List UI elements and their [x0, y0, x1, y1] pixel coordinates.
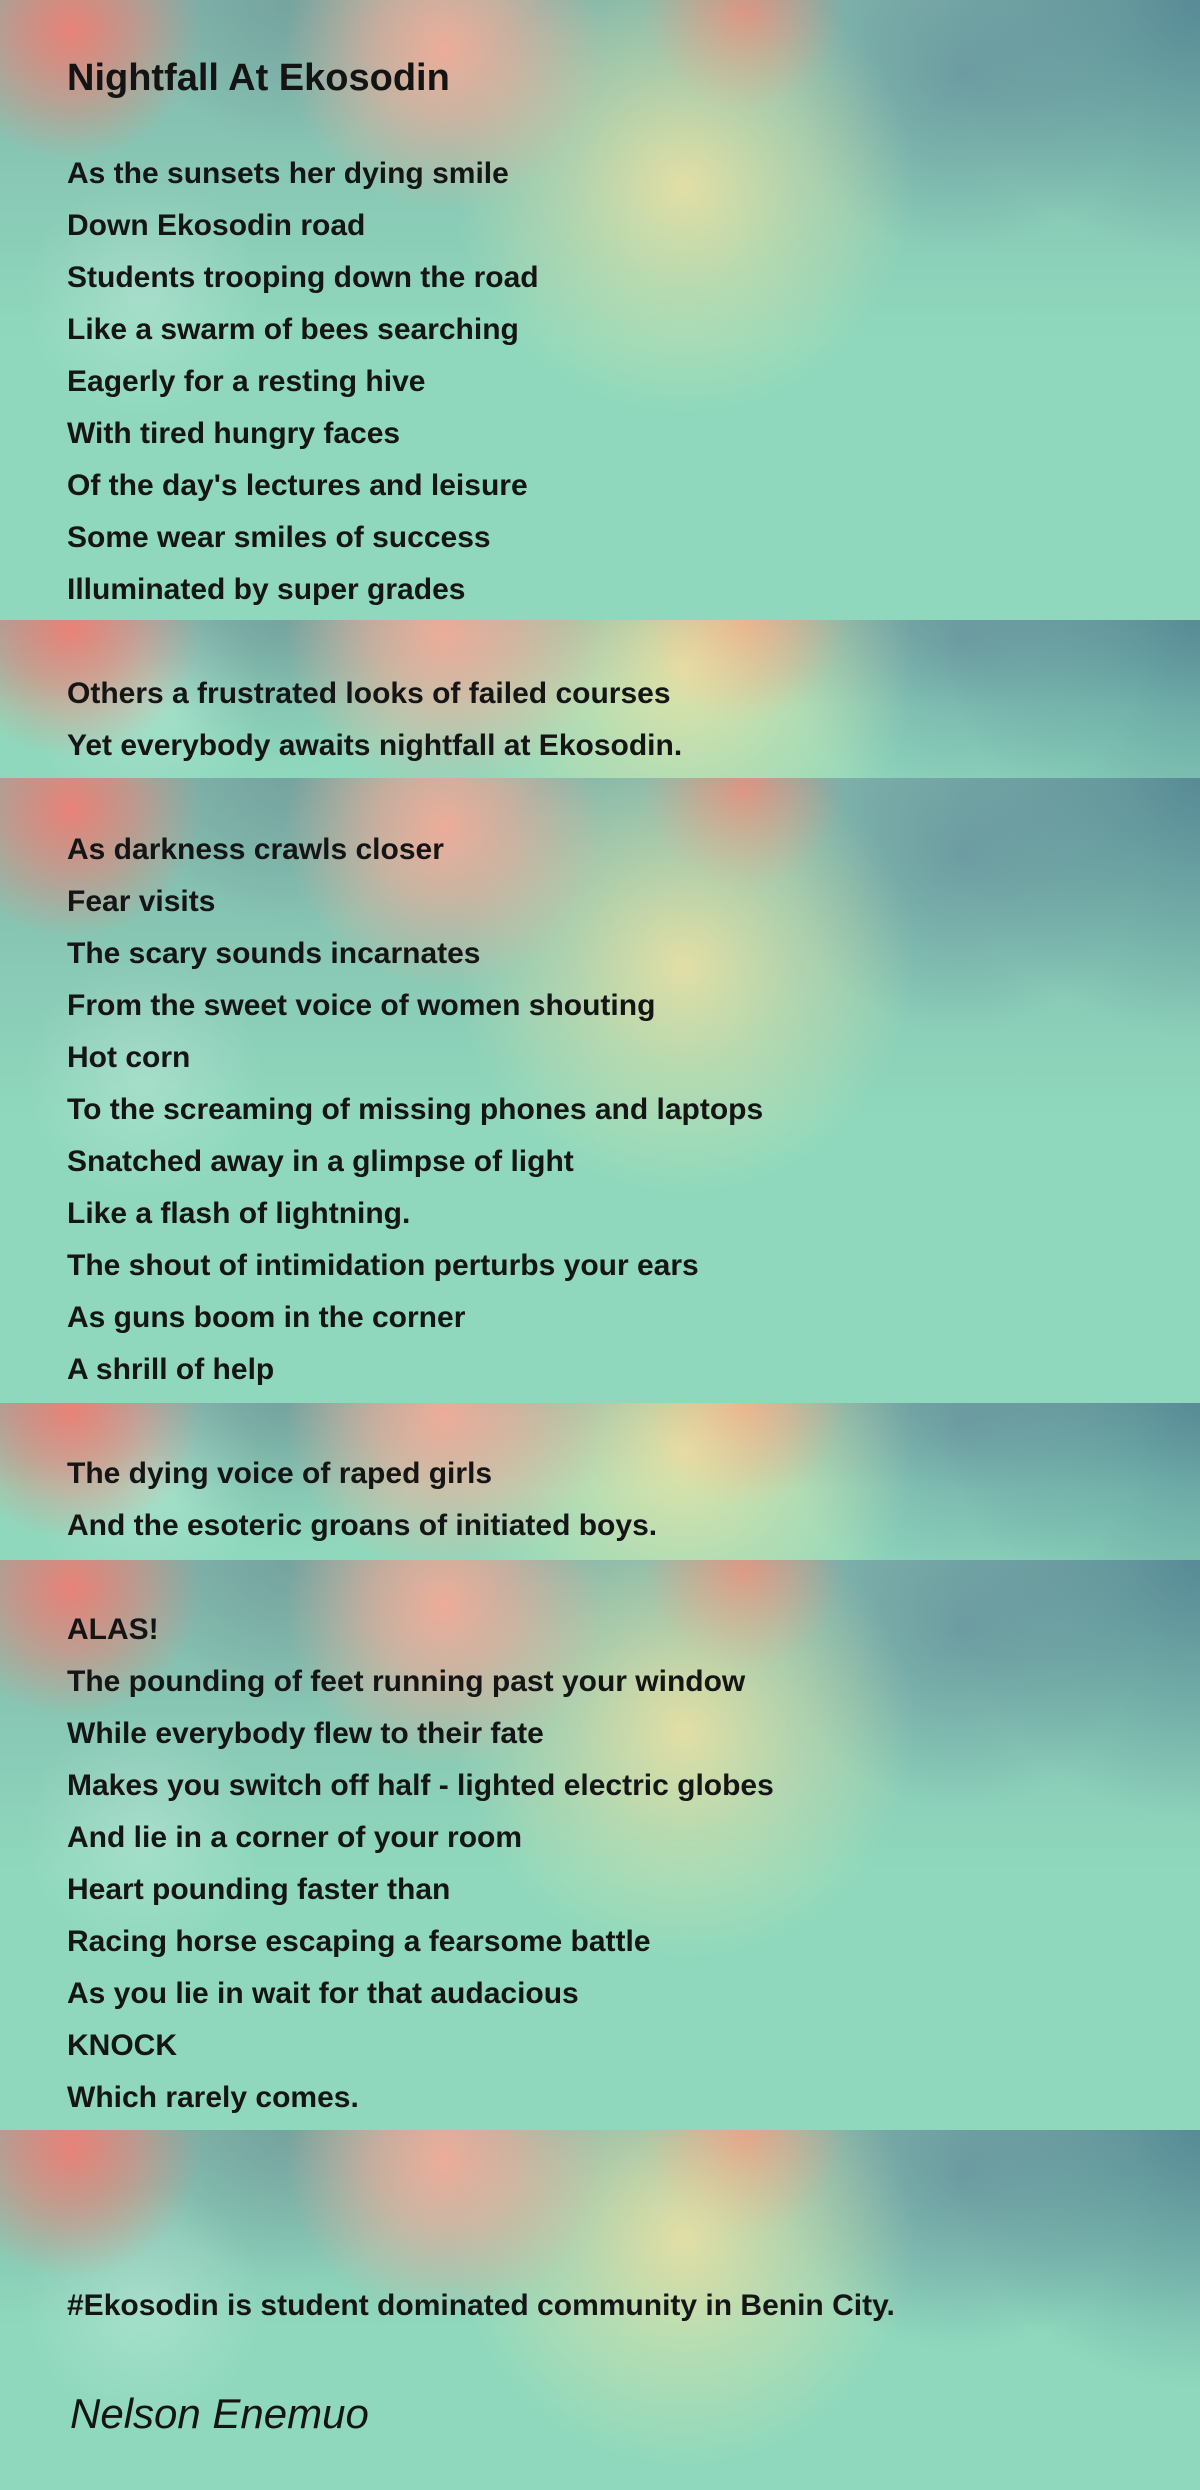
stanza-1	[67, 148, 539, 616]
poem-line: From the sweet voice of women shouting	[67, 989, 656, 1022]
poem-line: Students trooping down the road	[67, 261, 539, 294]
stanza-5	[67, 1604, 774, 2124]
poem-line: Illuminated by super grades	[67, 573, 466, 606]
poem-line: KNOCK	[67, 2029, 177, 2062]
poem-line: And lie in a corner of your room	[67, 1821, 523, 1854]
poem-line: Of the day's lectures and leisure	[67, 469, 528, 502]
poem-line: Fear visits	[67, 885, 216, 918]
poem-line: Snatched away in a glimpse of light	[67, 1145, 574, 1178]
poem-line: As the sunsets her dying smile	[67, 157, 509, 190]
poem-line: And the esoteric groans of initiated boys.	[67, 1509, 658, 1542]
poem-line: A shrill of help	[67, 1353, 275, 1386]
stanza-4	[67, 1448, 657, 1552]
poem-line: Makes you switch off half - lighted electric globes	[67, 1769, 774, 1802]
poem-line: ALAS!	[67, 1613, 159, 1646]
poem-line: The scary sounds incarnates	[67, 937, 481, 970]
poem-line: The shout of intimidation perturbs your ears	[67, 1249, 699, 1282]
stanza-2	[67, 668, 682, 772]
poem-line: Others a frustrated looks of failed courses	[67, 677, 671, 710]
poem-line: The dying voice of raped girls	[67, 1457, 493, 1490]
poem-line: With tired hungry faces	[67, 417, 401, 450]
poem-line: Heart pounding faster than	[67, 1873, 451, 1906]
poem-line: The pounding of feet running past your window	[67, 1665, 746, 1698]
poem-line: As you lie in wait for that audacious	[67, 1977, 579, 2010]
poem-line: Down Ekosodin road	[67, 209, 366, 242]
poem-line: To the screaming of missing phones and laptops	[67, 1093, 764, 1126]
poem-line: Like a flash of lightning.	[67, 1197, 411, 1230]
poem-line: Hot corn	[67, 1041, 191, 1074]
poem-line: As darkness crawls closer	[67, 833, 444, 866]
poem-line: Like a swarm of bees searching	[67, 313, 519, 346]
poem-line: Eagerly for a resting hive	[67, 365, 426, 398]
poem-line: Yet everybody awaits nightfall at Ekosodin.	[67, 729, 683, 762]
poem-line: Racing horse escaping a fearsome battle	[67, 1925, 651, 1958]
author-name: Nelson Enemuo	[70, 2390, 369, 2437]
poem-footnote: #Ekosodin is student dominated community in Benin City.	[67, 2289, 895, 2322]
poem-title: Nightfall At Ekosodin	[67, 57, 450, 99]
poem-line: Which rarely comes.	[67, 2081, 359, 2114]
poem-line: As guns boom in the corner	[67, 1301, 466, 1334]
stanza-3	[67, 824, 763, 1396]
poem-line: Some wear smiles of success	[67, 521, 491, 554]
poem-line: While everybody flew to their fate	[67, 1717, 544, 1750]
